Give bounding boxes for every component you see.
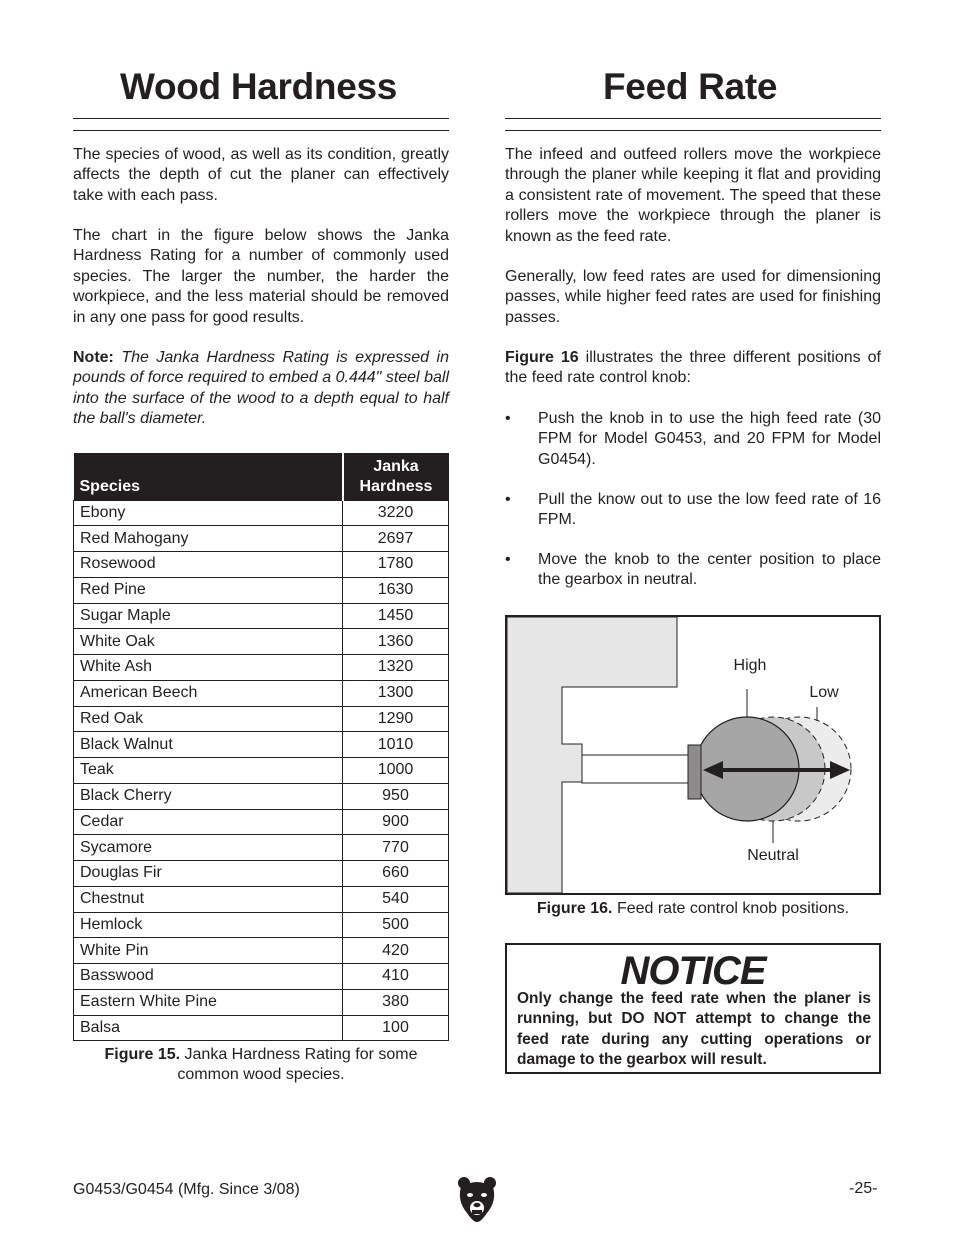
species-cell: White Oak <box>74 629 343 655</box>
species-cell: Cedar <box>74 809 343 835</box>
species-cell: Basswood <box>74 964 343 990</box>
janka-hardness-table <box>73 453 449 1041</box>
notice-text: Only change the feed rate when the planer is running, but DO NOT attempt to change the feed rate during any cutting operations or damage to the gearbox will result. <box>517 990 871 1069</box>
janka-value-cell: 410 <box>343 964 449 990</box>
janka-value-cell: 950 <box>343 783 449 809</box>
caption-text: Janka Hardness Rating for some common wood species. <box>177 1046 418 1084</box>
note-paragraph <box>73 348 449 430</box>
table-row <box>74 886 449 912</box>
table-row <box>74 706 449 732</box>
figure-15-caption <box>73 1045 449 1086</box>
table-row <box>74 629 449 655</box>
janka-value-cell: 900 <box>343 809 449 835</box>
page-number: -25- <box>849 1180 878 1197</box>
species-cell: Eastern White Pine <box>74 989 343 1015</box>
table-row <box>74 938 449 964</box>
bullet-icon: • <box>505 491 511 508</box>
species-cell: White Ash <box>74 655 343 681</box>
table-row <box>74 732 449 758</box>
label-high: High <box>733 657 767 674</box>
species-cell: Red Pine <box>74 577 343 603</box>
species-cell: Red Mahogany <box>74 526 343 552</box>
janka-value-cell: 770 <box>343 835 449 861</box>
janka-value-cell: 1630 <box>343 577 449 603</box>
janka-value-cell: 1010 <box>343 732 449 758</box>
caption-text: Feed rate control knob positions. <box>616 900 850 917</box>
table-row <box>74 603 449 629</box>
table-row <box>74 964 449 990</box>
bullet-text: Push the knob in to use the high feed rate (30 FPM for Model G0453, and 20 FPM for Model G0454). <box>538 410 881 468</box>
table-row <box>74 783 449 809</box>
bullet-text: Move the knob to the center position to place the gearbox in neutral. <box>538 551 881 589</box>
janka-value-cell: 1000 <box>343 758 449 784</box>
feed-rate-knob-figure <box>505 615 881 895</box>
table-header-row <box>74 453 449 500</box>
footer-model: G0453/G0454 (Mfg. Since 3/08) <box>73 1181 300 1198</box>
species-cell: Black Cherry <box>74 783 343 809</box>
paragraph <box>505 348 881 389</box>
bullet-text: Pull the know out to use the low feed rate of 16 FPM. <box>538 491 881 529</box>
table-row <box>74 861 449 887</box>
figure-reference: Figure 16 <box>505 349 579 366</box>
notice-title: NOTICE <box>620 949 766 993</box>
janka-value-cell: 660 <box>343 861 449 887</box>
janka-value-cell: 380 <box>343 989 449 1015</box>
bear-logo-icon <box>457 1175 497 1223</box>
janka-value-cell: 1320 <box>343 655 449 681</box>
species-cell: Sugar Maple <box>74 603 343 629</box>
paragraph: Generally, low feed rates are used for dimensioning passes, while higher feed rates are used for finishing passes. <box>505 268 881 326</box>
species-cell: Chestnut <box>74 886 343 912</box>
table-row <box>74 526 449 552</box>
label-low: Low <box>809 684 839 701</box>
species-cell: Rosewood <box>74 552 343 578</box>
table-body <box>74 500 449 1041</box>
species-cell: Teak <box>74 758 343 784</box>
janka-value-cell: 2697 <box>343 526 449 552</box>
janka-value-cell: 1300 <box>343 680 449 706</box>
janka-value-cell: 1450 <box>343 603 449 629</box>
label-neutral: Neutral <box>747 847 799 864</box>
janka-value-cell: 420 <box>343 938 449 964</box>
species-cell: White Pin <box>74 938 343 964</box>
table-row <box>74 577 449 603</box>
species-cell: Douglas Fir <box>74 861 343 887</box>
table-row <box>74 655 449 681</box>
figure-label: Figure 15. <box>104 1046 181 1063</box>
table-row <box>74 809 449 835</box>
janka-value-cell: 100 <box>343 1015 449 1041</box>
species-cell: American Beech <box>74 680 343 706</box>
janka-value-cell: 3220 <box>343 500 449 526</box>
table-row <box>74 989 449 1015</box>
title-rule <box>505 118 881 131</box>
janka-value-cell: 1290 <box>343 706 449 732</box>
janka-value-cell: 1360 <box>343 629 449 655</box>
figure-label: Figure 16. <box>536 900 613 917</box>
title-rule <box>73 118 449 131</box>
table-row <box>74 1015 449 1041</box>
bullet-icon: • <box>505 410 511 427</box>
knob-shaft <box>582 755 690 783</box>
section-title: Wood Hardness <box>120 66 398 107</box>
janka-value-cell: 1780 <box>343 552 449 578</box>
table-row <box>74 552 449 578</box>
species-cell: Black Walnut <box>74 732 343 758</box>
notice-box <box>505 943 881 1074</box>
species-cell: Sycamore <box>74 835 343 861</box>
table-row <box>74 500 449 526</box>
species-cell: Red Oak <box>74 706 343 732</box>
species-cell: Balsa <box>74 1015 343 1041</box>
paragraph: The infeed and outfeed rollers move the workpiece through the planer while keeping it flat and providing a consistent rate of movement. The speed that these rollers move the workpiece through the planer is known as the feed rate. <box>505 146 881 245</box>
bullet-icon: • <box>505 551 511 568</box>
paragraph: The species of wood, as well as its condition, greatly affects the depth of cut the planer can effectively take with each pass. <box>73 146 449 204</box>
section-title: Feed Rate <box>603 66 778 107</box>
janka-value-cell: 500 <box>343 912 449 938</box>
janka-value-cell: 540 <box>343 886 449 912</box>
paragraph-text: illustrates the three different positions of the feed rate control knob: <box>505 349 881 387</box>
table-row <box>74 758 449 784</box>
figure-16-caption <box>505 899 881 919</box>
column-header-species: Species <box>74 453 343 500</box>
table-row <box>74 680 449 706</box>
note-label: Note: <box>73 349 114 366</box>
species-cell: Hemlock <box>74 912 343 938</box>
table-row <box>74 835 449 861</box>
column-header-janka: Janka Hardness <box>343 453 449 500</box>
paragraph: The chart in the figure below shows the Janka Hardness Rating for a number of commonly used species. The larger the number, the harder the workpiece, and the less material should be removed in any one pass for good results. <box>73 227 449 326</box>
knob-diagram <box>507 617 879 893</box>
note-text: The Janka Hardness Rating is expressed in pounds of force required to embed a 0.444" steel ball into the surface of the wood to a depth equal to half the ball's diameter. <box>73 349 449 428</box>
species-cell: Ebony <box>74 500 343 526</box>
table-row <box>74 912 449 938</box>
knob-hub <box>688 745 701 799</box>
